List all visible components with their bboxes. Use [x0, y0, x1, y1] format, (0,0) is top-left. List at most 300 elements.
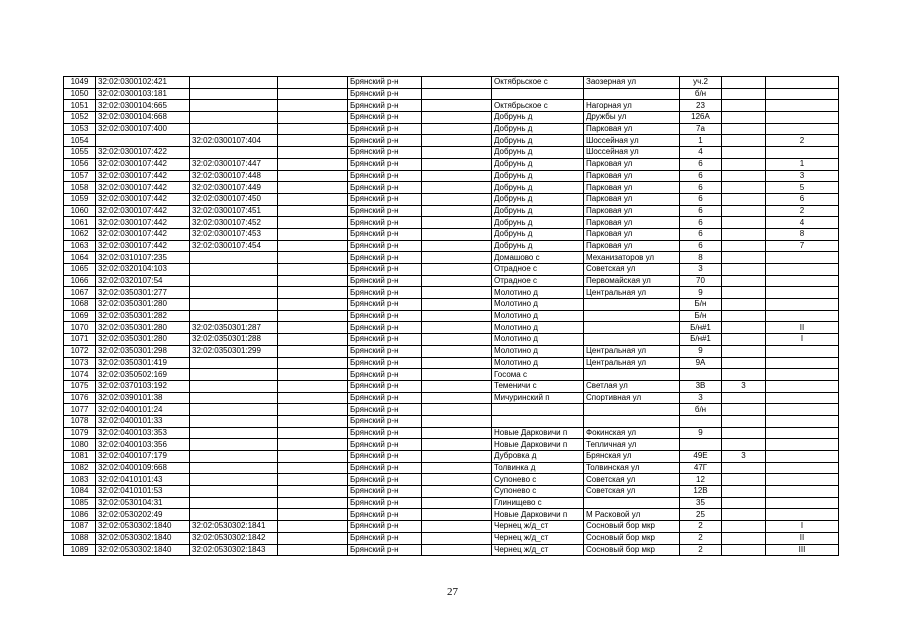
blank-col-2-cell — [422, 299, 492, 311]
blank-col-cell — [278, 299, 348, 311]
apartment-cell — [766, 310, 839, 322]
house-number-cell: 6 — [680, 182, 722, 194]
sub-cadastral-number-cell — [190, 509, 278, 521]
cadastral-number-cell: 32:02:0530302:1840 — [96, 544, 190, 556]
table-row — [64, 123, 839, 135]
building-cell — [722, 240, 766, 252]
house-number-cell: 6 — [680, 158, 722, 170]
sub-cadastral-number-cell: 32:02:0300107:404 — [190, 135, 278, 147]
blank-col-2-cell — [422, 287, 492, 299]
blank-col-2-cell — [422, 451, 492, 463]
district-cell: Брянский р-н — [348, 112, 422, 124]
table-row — [64, 462, 839, 474]
street-cell: Толвинская ул — [584, 462, 680, 474]
street-cell: Первомайская ул — [584, 275, 680, 287]
district-cell: Брянский р-н — [348, 544, 422, 556]
street-cell: Сосновый бор мкр — [584, 532, 680, 544]
table-row — [64, 486, 839, 498]
building-cell: 3 — [722, 380, 766, 392]
blank-col-2-cell — [422, 100, 492, 112]
sub-cadastral-number-cell — [190, 404, 278, 416]
settlement-cell: Молотино д — [492, 310, 584, 322]
blank-col-2-cell — [422, 205, 492, 217]
district-cell: Брянский р-н — [348, 135, 422, 147]
settlement-cell: Добрунь д — [492, 147, 584, 159]
street-cell: Парковая ул — [584, 123, 680, 135]
building-cell — [722, 474, 766, 486]
house-number-cell: Б/н#1 — [680, 334, 722, 346]
settlement-cell: Добрунь д — [492, 182, 584, 194]
apartment-cell — [766, 357, 839, 369]
blank-col-2-cell — [422, 310, 492, 322]
building-cell — [722, 193, 766, 205]
house-number-cell: 126А — [680, 112, 722, 124]
building-cell — [722, 544, 766, 556]
settlement-cell — [492, 88, 584, 100]
building-cell — [722, 252, 766, 264]
blank-col-2-cell — [422, 497, 492, 509]
building-cell — [722, 345, 766, 357]
table-row — [64, 264, 839, 276]
cadastral-number-cell: 32:02:0530202:49 — [96, 509, 190, 521]
settlement-cell: Новые Дарковичи п — [492, 509, 584, 521]
house-number-cell: 25 — [680, 509, 722, 521]
blank-col-2-cell — [422, 112, 492, 124]
settlement-cell: Добрунь д — [492, 135, 584, 147]
blank-col-2-cell — [422, 135, 492, 147]
page-number: 27 — [447, 586, 458, 598]
row-number-cell: 1064 — [64, 252, 96, 264]
district-cell: Брянский р-н — [348, 264, 422, 276]
house-number-cell: 12 — [680, 474, 722, 486]
cadastral-number-cell: 32:02:0300107:400 — [96, 123, 190, 135]
row-number-cell: 1058 — [64, 182, 96, 194]
street-cell — [584, 334, 680, 346]
building-cell — [722, 532, 766, 544]
street-cell — [584, 369, 680, 381]
sub-cadastral-number-cell — [190, 380, 278, 392]
apartment-cell — [766, 451, 839, 463]
blank-col-cell — [278, 123, 348, 135]
table-row — [64, 334, 839, 346]
settlement-cell: Отрадное с — [492, 275, 584, 287]
row-number-cell: 1083 — [64, 474, 96, 486]
row-number-cell: 1086 — [64, 509, 96, 521]
district-cell: Брянский р-н — [348, 521, 422, 533]
apartment-cell — [766, 345, 839, 357]
cadastral-number-cell: 32:02:0400101:33 — [96, 415, 190, 427]
district-cell: Брянский р-н — [348, 451, 422, 463]
apartment-cell — [766, 415, 839, 427]
row-number-cell: 1052 — [64, 112, 96, 124]
settlement-cell: Добрунь д — [492, 112, 584, 124]
table-row — [64, 193, 839, 205]
row-number-cell: 1051 — [64, 100, 96, 112]
street-cell: Центральная ул — [584, 287, 680, 299]
cadastral-number-cell: 32:02:0410101:43 — [96, 474, 190, 486]
row-number-cell: 1061 — [64, 217, 96, 229]
blank-col-2-cell — [422, 77, 492, 89]
building-cell — [722, 310, 766, 322]
street-cell: Парковая ул — [584, 205, 680, 217]
building-cell — [722, 497, 766, 509]
house-number-cell: 9 — [680, 427, 722, 439]
apartment-cell: 3 — [766, 170, 839, 182]
district-cell: Брянский р-н — [348, 334, 422, 346]
settlement-cell: Теменичи с — [492, 380, 584, 392]
blank-col-2-cell — [422, 486, 492, 498]
settlement-cell: Госома с — [492, 369, 584, 381]
apartment-cell: 1 — [766, 158, 839, 170]
sub-cadastral-number-cell — [190, 252, 278, 264]
cadastral-number-cell: 32:02:0350301:298 — [96, 345, 190, 357]
district-cell: Брянский р-н — [348, 193, 422, 205]
house-number-cell: 6 — [680, 240, 722, 252]
house-number-cell: 6 — [680, 205, 722, 217]
blank-col-cell — [278, 135, 348, 147]
house-number-cell: 2 — [680, 544, 722, 556]
blank-col-2-cell — [422, 404, 492, 416]
sub-cadastral-number-cell — [190, 369, 278, 381]
blank-col-cell — [278, 392, 348, 404]
settlement-cell: Добрунь д — [492, 193, 584, 205]
sub-cadastral-number-cell — [190, 275, 278, 287]
blank-col-cell — [278, 77, 348, 89]
cadastral-number-cell: 32:02:0300103:181 — [96, 88, 190, 100]
row-number-cell: 1079 — [64, 427, 96, 439]
sub-cadastral-number-cell: 32:02:0300107:450 — [190, 193, 278, 205]
blank-col-2-cell — [422, 521, 492, 533]
building-cell — [722, 112, 766, 124]
house-number-cell: 1 — [680, 135, 722, 147]
table-row — [64, 322, 839, 334]
blank-col-2-cell — [422, 357, 492, 369]
apartment-cell — [766, 77, 839, 89]
building-cell — [722, 170, 766, 182]
apartment-cell — [766, 123, 839, 135]
street-cell — [584, 322, 680, 334]
row-number-cell: 1071 — [64, 334, 96, 346]
blank-col-2-cell — [422, 182, 492, 194]
sub-cadastral-number-cell: 32:02:0530302:1842 — [190, 532, 278, 544]
sub-cadastral-number-cell — [190, 299, 278, 311]
sub-cadastral-number-cell: 32:02:0300107:449 — [190, 182, 278, 194]
street-cell — [584, 299, 680, 311]
row-number-cell: 1084 — [64, 486, 96, 498]
district-cell: Брянский р-н — [348, 205, 422, 217]
sub-cadastral-number-cell — [190, 112, 278, 124]
settlement-cell: Октябрьское с — [492, 77, 584, 89]
cadastral-number-cell: 32:02:0400109:668 — [96, 462, 190, 474]
settlement-cell: Добрунь д — [492, 240, 584, 252]
table-row — [64, 228, 839, 240]
table-row — [64, 240, 839, 252]
district-cell: Брянский р-н — [348, 509, 422, 521]
sub-cadastral-number-cell: 32:02:0300107:453 — [190, 228, 278, 240]
table-row — [64, 147, 839, 159]
street-cell: Советская ул — [584, 486, 680, 498]
building-cell — [722, 228, 766, 240]
table-row — [64, 275, 839, 287]
row-number-cell: 1070 — [64, 322, 96, 334]
sub-cadastral-number-cell — [190, 415, 278, 427]
apartment-cell: I — [766, 521, 839, 533]
blank-col-cell — [278, 205, 348, 217]
district-cell: Брянский р-н — [348, 182, 422, 194]
house-number-cell: 2 — [680, 532, 722, 544]
building-cell — [722, 100, 766, 112]
street-cell — [584, 415, 680, 427]
sub-cadastral-number-cell — [190, 357, 278, 369]
blank-col-2-cell — [422, 474, 492, 486]
house-number-cell: 23 — [680, 100, 722, 112]
register-table — [63, 76, 839, 556]
building-cell — [722, 357, 766, 369]
street-cell — [584, 310, 680, 322]
district-cell: Брянский р-н — [348, 88, 422, 100]
apartment-cell: 6 — [766, 193, 839, 205]
blank-col-cell — [278, 252, 348, 264]
table-row — [64, 77, 839, 89]
street-cell: Парковая ул — [584, 193, 680, 205]
settlement-cell: Молотино д — [492, 345, 584, 357]
building-cell — [722, 509, 766, 521]
building-cell — [722, 334, 766, 346]
blank-col-cell — [278, 462, 348, 474]
cadastral-number-cell: 32:02:0530104:31 — [96, 497, 190, 509]
row-number-cell: 1053 — [64, 123, 96, 135]
street-cell: Сосновый бор мкр — [584, 544, 680, 556]
building-cell — [722, 427, 766, 439]
house-number-cell: 35 — [680, 497, 722, 509]
building-cell — [722, 392, 766, 404]
cadastral-number-cell: 32:02:0300107:442 — [96, 182, 190, 194]
blank-col-cell — [278, 264, 348, 276]
cadastral-number-cell: 32:02:0300107:442 — [96, 240, 190, 252]
street-cell: М Расковой ул — [584, 509, 680, 521]
table-row — [64, 205, 839, 217]
settlement-cell: Отрадное с — [492, 264, 584, 276]
district-cell: Брянский р-н — [348, 170, 422, 182]
blank-col-2-cell — [422, 147, 492, 159]
blank-col-cell — [278, 217, 348, 229]
settlement-cell: Супонево с — [492, 486, 584, 498]
settlement-cell: Октябрьское с — [492, 100, 584, 112]
apartment-cell — [766, 509, 839, 521]
cadastral-number-cell: 32:02:0400103:356 — [96, 439, 190, 451]
blank-col-cell — [278, 112, 348, 124]
blank-col-cell — [278, 170, 348, 182]
building-cell — [722, 415, 766, 427]
district-cell: Брянский р-н — [348, 427, 422, 439]
blank-col-cell — [278, 310, 348, 322]
table-row — [64, 369, 839, 381]
blank-col-2-cell — [422, 427, 492, 439]
street-cell: Дружбы ул — [584, 112, 680, 124]
blank-col-cell — [278, 474, 348, 486]
cadastral-number-cell: 32:02:0350301:280 — [96, 299, 190, 311]
blank-col-2-cell — [422, 193, 492, 205]
blank-col-cell — [278, 345, 348, 357]
district-cell: Брянский р-н — [348, 310, 422, 322]
settlement-cell: Молотино д — [492, 334, 584, 346]
house-number-cell: Б/н#1 — [680, 322, 722, 334]
house-number-cell: 6 — [680, 228, 722, 240]
blank-col-2-cell — [422, 264, 492, 276]
table-row — [64, 509, 839, 521]
table-row — [64, 415, 839, 427]
table-row — [64, 100, 839, 112]
district-cell: Брянский р-н — [348, 462, 422, 474]
sub-cadastral-number-cell: 32:02:0350301:288 — [190, 334, 278, 346]
street-cell: Парковая ул — [584, 240, 680, 252]
house-number-cell: 12В — [680, 486, 722, 498]
settlement-cell: Толвинка д — [492, 462, 584, 474]
cadastral-number-cell: 32:02:0350301:277 — [96, 287, 190, 299]
cadastral-number-cell: 32:02:0300107:442 — [96, 170, 190, 182]
sub-cadastral-number-cell — [190, 310, 278, 322]
row-number-cell: 1077 — [64, 404, 96, 416]
building-cell — [722, 77, 766, 89]
apartment-cell — [766, 380, 839, 392]
house-number-cell: б/н — [680, 88, 722, 100]
settlement-cell: Мичуринский п — [492, 392, 584, 404]
settlement-cell: Супонево с — [492, 474, 584, 486]
cadastral-number-cell: 32:02:0300107:442 — [96, 217, 190, 229]
cadastral-number-cell: 32:02:0400101:24 — [96, 404, 190, 416]
district-cell: Брянский р-н — [348, 532, 422, 544]
district-cell: Брянский р-н — [348, 322, 422, 334]
table-row — [64, 182, 839, 194]
settlement-cell: Глинищево с — [492, 497, 584, 509]
blank-col-cell — [278, 427, 348, 439]
sub-cadastral-number-cell: 32:02:0530302:1843 — [190, 544, 278, 556]
row-number-cell: 1060 — [64, 205, 96, 217]
sub-cadastral-number-cell: 32:02:0530302:1841 — [190, 521, 278, 533]
blank-col-cell — [278, 322, 348, 334]
settlement-cell: Молотино д — [492, 287, 584, 299]
building-cell — [722, 322, 766, 334]
settlement-cell: Новые Дарковичи п — [492, 427, 584, 439]
apartment-cell — [766, 287, 839, 299]
table-row — [64, 287, 839, 299]
street-cell: Светлая ул — [584, 380, 680, 392]
street-cell: Центральная ул — [584, 345, 680, 357]
blank-col-cell — [278, 228, 348, 240]
street-cell: Парковая ул — [584, 158, 680, 170]
house-number-cell — [680, 369, 722, 381]
cadastral-number-cell: 32:02:0530302:1840 — [96, 532, 190, 544]
table-row — [64, 357, 839, 369]
apartment-cell — [766, 439, 839, 451]
sub-cadastral-number-cell — [190, 486, 278, 498]
building-cell — [722, 275, 766, 287]
sub-cadastral-number-cell — [190, 77, 278, 89]
apartment-cell — [766, 369, 839, 381]
row-number-cell: 1056 — [64, 158, 96, 170]
table-row — [64, 217, 839, 229]
blank-col-cell — [278, 100, 348, 112]
district-cell: Брянский р-н — [348, 345, 422, 357]
district-cell: Брянский р-н — [348, 252, 422, 264]
table-row — [64, 404, 839, 416]
sub-cadastral-number-cell — [190, 497, 278, 509]
sub-cadastral-number-cell: 32:02:0300107:447 — [190, 158, 278, 170]
street-cell: Спортивная ул — [584, 392, 680, 404]
cadastral-number-cell — [96, 135, 190, 147]
settlement-cell: Чернец ж/д_ст — [492, 532, 584, 544]
sub-cadastral-number-cell — [190, 123, 278, 135]
street-cell: Шоссейная ул — [584, 135, 680, 147]
table-row — [64, 135, 839, 147]
house-number-cell: 9 — [680, 345, 722, 357]
sub-cadastral-number-cell — [190, 474, 278, 486]
apartment-cell — [766, 497, 839, 509]
table-row — [64, 532, 839, 544]
blank-col-2-cell — [422, 275, 492, 287]
building-cell — [722, 217, 766, 229]
cadastral-number-cell: 32:02:0350301:280 — [96, 322, 190, 334]
blank-col-2-cell — [422, 240, 492, 252]
apartment-cell — [766, 474, 839, 486]
apartment-cell — [766, 275, 839, 287]
street-cell: Советская ул — [584, 474, 680, 486]
apartment-cell — [766, 264, 839, 276]
sub-cadastral-number-cell: 32:02:0300107:452 — [190, 217, 278, 229]
row-number-cell: 1074 — [64, 369, 96, 381]
row-number-cell: 1067 — [64, 287, 96, 299]
row-number-cell: 1088 — [64, 532, 96, 544]
street-cell: Сосновый бор мкр — [584, 521, 680, 533]
row-number-cell: 1080 — [64, 439, 96, 451]
street-cell: Брянская ул — [584, 451, 680, 463]
house-number-cell: Б/н — [680, 299, 722, 311]
row-number-cell: 1055 — [64, 147, 96, 159]
district-cell: Брянский р-н — [348, 497, 422, 509]
table-row — [64, 158, 839, 170]
blank-col-cell — [278, 532, 348, 544]
cadastral-number-cell: 32:02:0350502:169 — [96, 369, 190, 381]
street-cell: Парковая ул — [584, 228, 680, 240]
blank-col-2-cell — [422, 88, 492, 100]
house-number-cell: 6 — [680, 193, 722, 205]
table-row — [64, 380, 839, 392]
row-number-cell: 1073 — [64, 357, 96, 369]
house-number-cell: 47Г — [680, 462, 722, 474]
row-number-cell: 1075 — [64, 380, 96, 392]
house-number-cell: 3В — [680, 380, 722, 392]
street-cell: Шоссейная ул — [584, 147, 680, 159]
table-row — [64, 299, 839, 311]
district-cell: Брянский р-н — [348, 228, 422, 240]
blank-col-2-cell — [422, 509, 492, 521]
sub-cadastral-number-cell: 32:02:0350301:287 — [190, 322, 278, 334]
apartment-cell — [766, 88, 839, 100]
apartment-cell: 5 — [766, 182, 839, 194]
building-cell — [722, 147, 766, 159]
blank-col-cell — [278, 158, 348, 170]
blank-col-2-cell — [422, 544, 492, 556]
blank-col-2-cell — [422, 252, 492, 264]
table-row — [64, 310, 839, 322]
building-cell — [722, 182, 766, 194]
blank-col-2-cell — [422, 462, 492, 474]
house-number-cell: Б/н — [680, 310, 722, 322]
district-cell: Брянский р-н — [348, 299, 422, 311]
apartment-cell — [766, 112, 839, 124]
building-cell — [722, 486, 766, 498]
settlement-cell: Молотино д — [492, 357, 584, 369]
